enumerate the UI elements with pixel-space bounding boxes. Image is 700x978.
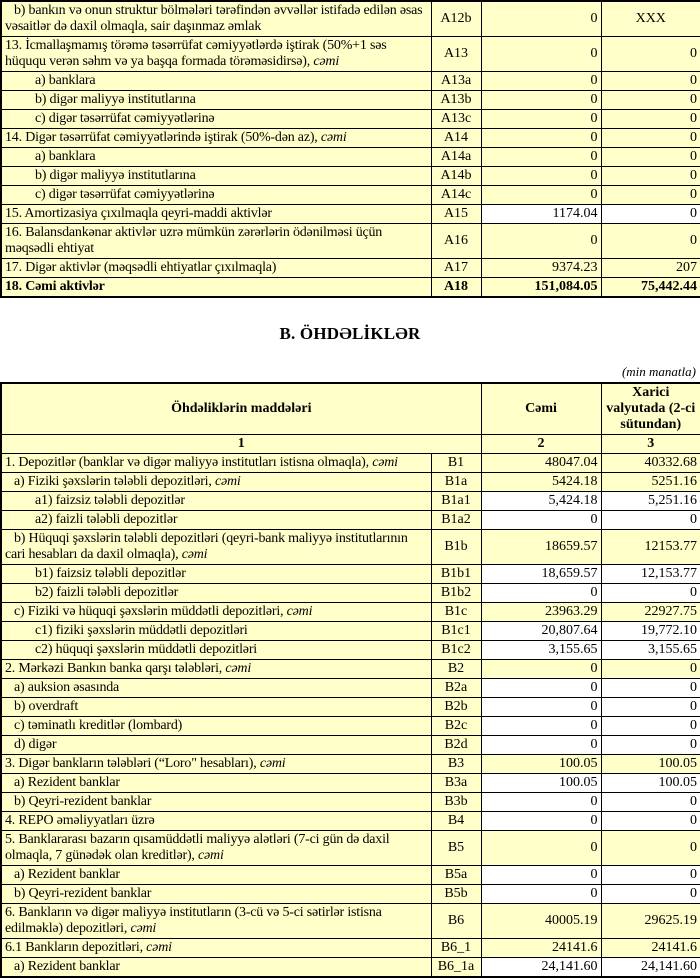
row-foreign-value: 0 xyxy=(601,91,700,110)
liabilities-table-body xyxy=(1,454,700,978)
row-code: A13c xyxy=(431,110,481,129)
table-row xyxy=(1,186,700,205)
table-row xyxy=(1,679,700,698)
table-row xyxy=(1,603,700,622)
row-foreign-value: 207 xyxy=(601,259,700,278)
table-row xyxy=(1,1,700,37)
row-total-value: 0 xyxy=(481,717,601,736)
row-label-text: 3. Digər bankların tələbləri (“Loro" hesabları), xyxy=(5,756,260,771)
row-label-text: d) digər xyxy=(14,737,57,752)
table-row xyxy=(1,736,700,755)
table-row xyxy=(1,622,700,641)
row-label-text: a1) faizsiz tələbli depozitlər xyxy=(35,493,185,508)
row-label xyxy=(1,72,431,91)
row-label-italic: cəmi xyxy=(181,547,208,562)
row-foreign-value: 0 xyxy=(601,698,700,717)
row-total-value: 0 xyxy=(481,129,601,148)
row-total-value: 3,155.65 xyxy=(481,641,601,660)
row-label xyxy=(1,259,431,278)
liabilities-table xyxy=(0,382,700,978)
row-label-text: b) digər maliyyə institutlarına xyxy=(35,168,196,183)
row-code: B3 xyxy=(431,755,481,774)
row-total-value: 48047.04 xyxy=(481,454,601,473)
row-total-value: 0 xyxy=(481,866,601,885)
table-row xyxy=(1,958,700,978)
table-row xyxy=(1,511,700,530)
row-label-text: b) overdraft xyxy=(14,699,79,714)
row-foreign-value: 0 xyxy=(601,167,700,186)
table-row xyxy=(1,224,700,259)
header-foreign: Xarici valyutada (2-ci sütundan) xyxy=(601,383,700,435)
table-row xyxy=(1,72,700,91)
table-row xyxy=(1,148,700,167)
row-label-italic: cəmi xyxy=(372,455,398,470)
section-title: B. ÖHDƏLİKLƏR xyxy=(279,324,421,343)
row-label-text: 14. Digər təsərrüfat cəmiyyətlərində iştirak (50%-dən az), xyxy=(5,130,321,145)
row-label xyxy=(1,831,431,866)
table-row xyxy=(1,774,700,793)
row-label xyxy=(1,793,431,812)
table-row xyxy=(1,278,700,298)
row-label-text: b) Qeyri-rezident banklar xyxy=(14,886,152,901)
row-foreign-value: 5,251.16 xyxy=(601,492,700,511)
row-label-text: b) Qeyri-rezident banklar xyxy=(14,794,152,809)
row-foreign-value: 0 xyxy=(601,736,700,755)
row-label xyxy=(1,186,431,205)
row-label xyxy=(1,904,431,939)
row-label xyxy=(1,91,431,110)
table-row xyxy=(1,698,700,717)
row-foreign-value: XXX xyxy=(601,1,700,37)
row-label-text: c) təminatlı kreditlər (lombard) xyxy=(14,718,183,733)
row-total-value: 100.05 xyxy=(481,774,601,793)
row-foreign-value: 0 xyxy=(601,584,700,603)
row-label xyxy=(1,679,431,698)
row-total-value: 5,424.18 xyxy=(481,492,601,511)
row-label-text: a) Rezident banklar xyxy=(14,959,120,974)
row-label-text: 15. Amortizasiya çıxılmaqla qeyri-maddi aktivlər xyxy=(5,206,272,221)
row-label-text: a) Rezident banklar xyxy=(14,867,120,882)
row-code: A17 xyxy=(431,259,481,278)
table-row xyxy=(1,129,700,148)
row-label xyxy=(1,530,431,565)
row-code: B5b xyxy=(431,885,481,904)
row-total-value: 0 xyxy=(481,110,601,129)
column-number-1: 1 xyxy=(1,435,481,454)
row-foreign-value: 40332.68 xyxy=(601,454,700,473)
row-code: B1a2 xyxy=(431,511,481,530)
row-total-value: 0 xyxy=(481,148,601,167)
row-label-italic: cəmi xyxy=(130,921,157,936)
row-total-value: 0 xyxy=(481,793,601,812)
table-row xyxy=(1,205,700,224)
row-total-value: 0 xyxy=(481,37,601,72)
row-label xyxy=(1,492,431,511)
row-code: B2 xyxy=(431,660,481,679)
row-total-value: 0 xyxy=(481,812,601,831)
row-total-value: 18,659.57 xyxy=(481,565,601,584)
row-label-text: b) bankın və onun struktur bölmələri tərəfindən əvvəllər istifadə edilən əsas vəsaitlər də daxil olmaqla, sair daşınmaz əmlak xyxy=(5,3,423,34)
row-code: B1b1 xyxy=(431,565,481,584)
row-label-text: 6. Bankların və digər maliyyə institutların (3-cü və 5-ci sətirlər istisna edilməklə) depozitləri, xyxy=(5,905,382,936)
row-total-value: 151,084.05 xyxy=(481,278,601,298)
row-foreign-value: 0 xyxy=(601,186,700,205)
table-row xyxy=(1,259,700,278)
row-total-value: 0 xyxy=(481,698,601,717)
row-total-value: 0 xyxy=(481,1,601,37)
row-total-value: 24141.6 xyxy=(481,939,601,958)
row-code: B1a xyxy=(431,473,481,492)
row-total-value: 0 xyxy=(481,736,601,755)
row-label xyxy=(1,755,431,774)
row-label xyxy=(1,622,431,641)
row-foreign-value: 3,155.65 xyxy=(601,641,700,660)
row-foreign-value: 0 xyxy=(601,866,700,885)
row-total-value: 23963.29 xyxy=(481,603,601,622)
table-row xyxy=(1,91,700,110)
row-code: B2d xyxy=(431,736,481,755)
row-label-text: 4. REPO əməliyyatları üzrə xyxy=(5,813,155,828)
row-label xyxy=(1,473,431,492)
row-label-text: 1. Depozitlər (banklar və digər maliyyə institutları istisna olmaqla), xyxy=(5,455,373,470)
row-code: B1b xyxy=(431,530,481,565)
row-label xyxy=(1,584,431,603)
row-total-value: 5424.18 xyxy=(481,473,601,492)
row-code: A18 xyxy=(431,278,481,298)
row-code: B3a xyxy=(431,774,481,793)
row-code: B1a1 xyxy=(431,492,481,511)
row-foreign-value: 5251.16 xyxy=(601,473,700,492)
table-row xyxy=(1,831,700,866)
row-total-value: 0 xyxy=(481,511,601,530)
row-label-text: 5. Banklararası bazarın qısamüddətli maliyyə alətləri (7-ci gün də daxil olmaqla, 7 günədək olan kreditlər), xyxy=(5,832,390,863)
row-foreign-value: 29625.19 xyxy=(601,904,700,939)
row-label xyxy=(1,37,431,72)
table-row xyxy=(1,755,700,774)
row-label-text: c) digər təsərrüfat cəmiyyətlərinə xyxy=(35,187,215,202)
row-code: B1b2 xyxy=(431,584,481,603)
row-total-value: 1174.04 xyxy=(481,205,601,224)
row-code: B2c xyxy=(431,717,481,736)
row-code: A13 xyxy=(431,37,481,72)
row-code: B1c xyxy=(431,603,481,622)
row-label-text: 18. Cəmi aktivlər xyxy=(5,279,105,294)
row-label xyxy=(1,167,431,186)
assets-table-body xyxy=(1,1,700,297)
row-total-value: 20,807.64 xyxy=(481,622,601,641)
row-code: A15 xyxy=(431,205,481,224)
row-label-text: b2) faizli tələbli depozitlər xyxy=(35,585,179,600)
table-row xyxy=(1,866,700,885)
header-total: Cəmi xyxy=(481,383,601,435)
row-total-value: 0 xyxy=(481,72,601,91)
row-code: B6_1 xyxy=(431,939,481,958)
row-label-text: c1) fiziki şəxslərin müddətli depozitləri xyxy=(35,623,248,638)
row-total-value: 0 xyxy=(481,224,601,259)
units-note: (min manatla) xyxy=(621,364,696,379)
table-row xyxy=(1,812,700,831)
row-label-text: a) banklara xyxy=(35,73,96,88)
row-foreign-value: 0 xyxy=(601,885,700,904)
row-code: A14 xyxy=(431,129,481,148)
row-label xyxy=(1,148,431,167)
row-label-text: a) Fiziki şəxslərin tələbli depozitləri, xyxy=(14,474,215,489)
row-code: B2b xyxy=(431,698,481,717)
row-code: B5a xyxy=(431,866,481,885)
row-foreign-value: 0 xyxy=(601,148,700,167)
table-row xyxy=(1,939,700,958)
table-row xyxy=(1,660,700,679)
row-code: B1c1 xyxy=(431,622,481,641)
row-foreign-value: 0 xyxy=(601,812,700,831)
table-row xyxy=(1,167,700,186)
row-foreign-value: 0 xyxy=(601,129,700,148)
row-foreign-value: 0 xyxy=(601,660,700,679)
row-label xyxy=(1,565,431,584)
row-code: B5 xyxy=(431,831,481,866)
row-code: A12b xyxy=(431,1,481,37)
table-row xyxy=(1,904,700,939)
row-label-text: b) digər maliyyə institutlarına xyxy=(35,92,196,107)
table-row xyxy=(1,565,700,584)
row-label-text: 17. Digər aktivlər (məqsədli ehtiyatlar çıxılmaqla) xyxy=(5,260,277,275)
row-total-value: 0 xyxy=(481,91,601,110)
row-code: A13a xyxy=(431,72,481,91)
table-row xyxy=(1,584,700,603)
row-label-text: b) Hüquqi şəxslərin tələbli depozitləri (qeyri-bank maliyyə institutlarının cari hesabları da daxil olmaqla), xyxy=(5,531,408,562)
row-code: B1c2 xyxy=(431,641,481,660)
row-foreign-value: 24,141.60 xyxy=(601,958,700,978)
table-row xyxy=(1,641,700,660)
table-row xyxy=(1,454,700,473)
column-number-row xyxy=(1,435,700,454)
row-code: B4 xyxy=(431,812,481,831)
row-code: B6_1a xyxy=(431,958,481,978)
row-label xyxy=(1,205,431,224)
row-code: A13b xyxy=(431,91,481,110)
row-label-text: c2) hüquqi şəxslərin müddətli depozitləri xyxy=(35,642,257,657)
row-foreign-value: 0 xyxy=(601,679,700,698)
row-label xyxy=(1,774,431,793)
row-label-text: 13. İcmallaşmamış törəmə təsərrüfat cəmiyyətlərdə iştirak (50%+1 səs hüququ verən səhm və ya başqa formada törəməsidirsə), xyxy=(5,38,387,69)
row-label-italic: cəmi xyxy=(313,54,340,69)
row-label-italic: cəmi xyxy=(146,940,172,955)
row-label-italic: cəmi xyxy=(286,604,313,619)
row-total-value: 0 xyxy=(481,660,601,679)
row-total-value: 0 xyxy=(481,679,601,698)
row-total-value: 18659.57 xyxy=(481,530,601,565)
row-total-value: 24,141.60 xyxy=(481,958,601,978)
row-label-italic: cəmi xyxy=(225,661,252,676)
row-foreign-value: 75,442.44 xyxy=(601,278,700,298)
column-number-3: 3 xyxy=(601,435,700,454)
row-label xyxy=(1,278,431,298)
table-row xyxy=(1,492,700,511)
header-items: Öhdəliklərin maddələri xyxy=(1,383,481,435)
row-code: A16 xyxy=(431,224,481,259)
row-total-value: 100.05 xyxy=(481,755,601,774)
row-label-text: c) digər təsərrüfat cəmiyyətlərinə xyxy=(35,111,215,126)
row-total-value: 40005.19 xyxy=(481,904,601,939)
row-code: B2a xyxy=(431,679,481,698)
row-foreign-value: 0 xyxy=(601,793,700,812)
row-label xyxy=(1,866,431,885)
row-code: B1 xyxy=(431,454,481,473)
row-label xyxy=(1,885,431,904)
row-foreign-value: 0 xyxy=(601,511,700,530)
row-foreign-value: 0 xyxy=(601,37,700,72)
row-label xyxy=(1,958,431,978)
row-label-italic: cəmi xyxy=(198,848,224,863)
row-label xyxy=(1,812,431,831)
column-number-2: 2 xyxy=(481,435,601,454)
row-total-value: 0 xyxy=(481,831,601,866)
row-foreign-value: 24141.6 xyxy=(601,939,700,958)
row-code: B3b xyxy=(431,793,481,812)
liabilities-table-header xyxy=(1,383,700,454)
row-label-text: a) auksion əsasında xyxy=(14,680,120,695)
table-row xyxy=(1,885,700,904)
table-row xyxy=(1,473,700,492)
table-row xyxy=(1,530,700,565)
row-total-value: 0 xyxy=(481,167,601,186)
table-row xyxy=(1,793,700,812)
row-label xyxy=(1,660,431,679)
row-label xyxy=(1,110,431,129)
row-foreign-value: 0 xyxy=(601,831,700,866)
row-label-italic: cəmi xyxy=(214,474,241,489)
row-label-text: 6.1 Bankların depozitləri, xyxy=(5,940,147,955)
row-total-value: 0 xyxy=(481,885,601,904)
row-code: A14b xyxy=(431,167,481,186)
row-label-text: a) Rezident banklar xyxy=(14,775,120,790)
table-row xyxy=(1,37,700,72)
row-label-text: 16. Balansdankənar aktivlər uzrə mümkün zərərlərin ödənilməsi üçün məqsədli ehtiyat xyxy=(5,225,383,256)
row-foreign-value: 0 xyxy=(601,717,700,736)
row-foreign-value: 12,153.77 xyxy=(601,565,700,584)
row-code: B6 xyxy=(431,904,481,939)
row-foreign-value: 12153.77 xyxy=(601,530,700,565)
assets-table xyxy=(0,0,700,298)
table-row xyxy=(1,717,700,736)
row-label xyxy=(1,641,431,660)
row-label-italic: cəmi xyxy=(320,130,347,145)
row-foreign-value: 0 xyxy=(601,110,700,129)
row-label xyxy=(1,698,431,717)
row-total-value: 0 xyxy=(481,186,601,205)
row-foreign-value: 0 xyxy=(601,224,700,259)
row-label xyxy=(1,224,431,259)
row-code: A14a xyxy=(431,148,481,167)
header-row xyxy=(1,383,700,435)
row-total-value: 0 xyxy=(481,584,601,603)
row-label xyxy=(1,717,431,736)
row-label xyxy=(1,1,431,37)
row-code: A14c xyxy=(431,186,481,205)
row-label-italic: cəmi xyxy=(259,756,286,771)
row-label-text: 2. Mərkəzi Bankın banka qarşı tələbləri, xyxy=(5,661,226,676)
row-label xyxy=(1,129,431,148)
row-label xyxy=(1,511,431,530)
row-label-text: b1) faizsiz tələbli depozitlər xyxy=(35,566,186,581)
table-row xyxy=(1,110,700,129)
row-foreign-value: 19,772.10 xyxy=(601,622,700,641)
row-foreign-value: 100.05 xyxy=(601,774,700,793)
row-label xyxy=(1,603,431,622)
row-foreign-value: 100.05 xyxy=(601,755,700,774)
row-label-text: a) banklara xyxy=(35,149,96,164)
row-foreign-value: 22927.75 xyxy=(601,603,700,622)
row-label xyxy=(1,454,431,473)
row-foreign-value: 0 xyxy=(601,72,700,91)
row-total-value: 9374.23 xyxy=(481,259,601,278)
row-foreign-value: 0 xyxy=(601,205,700,224)
row-label-text: c) Fiziki və hüquqi şəxslərin müddətli depozitləri, xyxy=(14,604,287,619)
row-label xyxy=(1,939,431,958)
row-label xyxy=(1,736,431,755)
row-label-text: a2) faizli tələbli depozitlər xyxy=(35,512,178,527)
